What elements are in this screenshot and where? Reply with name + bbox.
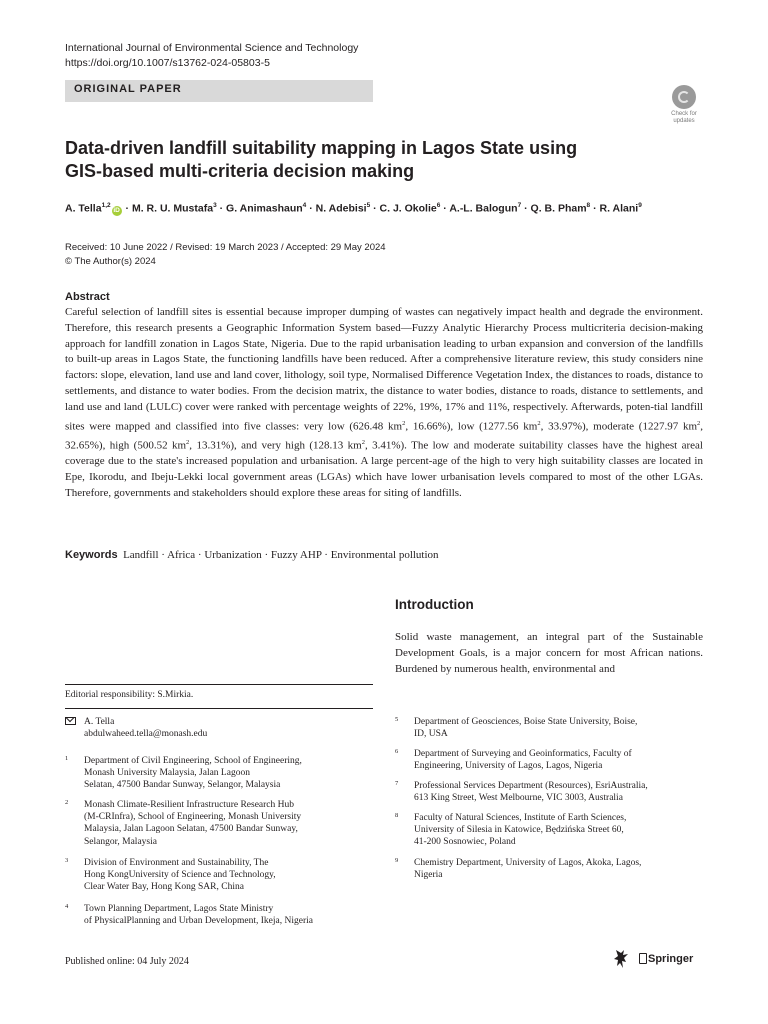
affiliation-9 bbox=[395, 857, 715, 885]
affiliation-line: Professional Services Department (Resources), EsriAustralia, bbox=[414, 781, 648, 791]
author-affil: 5 bbox=[366, 202, 371, 209]
journal-header bbox=[65, 41, 358, 71]
abstract-part: , 33.97%), moderate (1227.97 km bbox=[540, 420, 698, 433]
author-name: N. Adebisi bbox=[315, 202, 367, 215]
author-separator: · bbox=[590, 202, 600, 215]
author-name: Q. B. Pham bbox=[530, 202, 587, 215]
author-name: M. R. U. Mustafa bbox=[131, 202, 214, 215]
journal-name: International Journal of Environmental Science and Technology bbox=[65, 42, 359, 54]
springer-horse-icon bbox=[612, 948, 632, 970]
affiliation-line: Malaysia, Jalan Lagoon Selatan, 47500 Bandar Sunway, bbox=[84, 824, 298, 835]
affiliation-line: ID, USA bbox=[414, 729, 448, 740]
affiliation-number: 3 bbox=[65, 857, 69, 864]
abstract-heading: Abstract bbox=[65, 291, 110, 303]
author-name: R. Alani bbox=[599, 202, 639, 215]
abstract-text bbox=[65, 305, 703, 502]
author-affil: 3 bbox=[213, 202, 217, 209]
author-separator: · bbox=[370, 202, 380, 215]
affiliation-line: of PhysicalPlanning and Urban Development, Ikeja, Nigeria bbox=[84, 916, 313, 927]
affiliation-line: Department of Geosciences, Boise State University, Boise, bbox=[414, 717, 638, 727]
author-affil: 1,2 bbox=[101, 202, 111, 209]
affiliation-1 bbox=[65, 755, 385, 795]
affiliation-line: Selatan, 47500 Bandar Sunway, Selangor, Malaysia bbox=[84, 780, 281, 791]
affiliation-line: Monash Climate-Resilient Infrastructure Research Hub bbox=[84, 800, 294, 810]
check-line-1: Check for bbox=[671, 111, 697, 117]
author-list bbox=[65, 202, 745, 216]
author-name: C. J. Okolie bbox=[379, 202, 437, 215]
author-name: A.-L. Balogun bbox=[449, 202, 518, 215]
paper-title bbox=[65, 137, 665, 183]
affiliation-2 bbox=[65, 799, 385, 851]
affiliation-number: 2 bbox=[65, 799, 69, 806]
keywords-label: Keywords bbox=[65, 549, 118, 561]
affiliation-line: Selangor, Malaysia bbox=[84, 836, 157, 847]
affiliation-number: 1 bbox=[65, 755, 69, 762]
correspondence bbox=[65, 716, 373, 742]
article-type-label: ORIGINAL PAPER bbox=[74, 83, 182, 95]
author-affil: 9 bbox=[638, 202, 642, 209]
abstract-part: Careful selection of landfill sites is essential because improper dumping of wastes can negatively impact health and degrade the environment. Therefore, this research presents a Geographic Information System based—Fuzzy Analytic Hierarchy Process multicriteria decision-making approach for landfill zonation in Lagos State, Nigeria. Due to the rapid urbanisation leading to urban expansion and conversion of the landfills to built-up areas in Lagos State, the functioning landfills have been reduced. After a comprehensive literature review, this study considers nine factors: slope, elevation, land use and land cover, lithology, soil type, Normalised Difference Vegetation Index, the distances to roads, distance to settlements, and distance to water bodies. From the decision matrix, the distance to water bodies, distance to roads, distance to settlements, and land use and land (LULC) cover were ranked with percentage weights of 22%, 19%, 17% and 11%, respectively. Afterwards, poten-tial landfill sites were mapped and classified into five classes: very low (626.48 km bbox=[65, 306, 703, 433]
affiliation-line: Hong KongUniversity of Science and Technology, bbox=[84, 870, 276, 881]
copyright-notice: © The Author(s) 2024 bbox=[65, 256, 156, 267]
author-affil: 8 bbox=[586, 202, 591, 209]
affiliation-line: 41-200 Sosnowiec, Poland bbox=[414, 837, 516, 848]
abstract-part: , 3.41%). The low and moderate suitability classes have the highest areal coverage due to the state's increased population and urbanisation. A large percent-age of the high to very high suitability classes are located in Epe, Ikorodu, and Ibeju-Lekki local government areas (LGAs) which have lower urbanisation levels compared to most of the other LGAs. Therefore, governments and stakeholders should explore these areas for siting of landfills. bbox=[65, 439, 703, 500]
author-separator: · bbox=[122, 202, 132, 215]
abstract-part: , 16.66%), low (1277.56 km bbox=[405, 420, 538, 433]
keywords bbox=[65, 549, 439, 561]
author-separator: · bbox=[521, 202, 531, 215]
affiliation-line: Engineering, University of Lagos, Lagos, Nigeria bbox=[414, 761, 603, 772]
envelope-icon bbox=[65, 717, 76, 725]
history-dates: Received: 10 June 2022 / Revised: 19 March 2023 / Accepted: 29 May 2024 bbox=[65, 242, 386, 253]
keywords-list: Landfill · Africa · Urbanization · Fuzzy AHP · Environmental pollution bbox=[123, 549, 439, 561]
affiliation-line: Department of Surveying and Geoinformatics, Faculty of bbox=[414, 749, 632, 759]
introduction-heading: Introduction bbox=[395, 597, 474, 612]
springer-logo bbox=[610, 948, 710, 972]
superscript: 2 bbox=[361, 439, 365, 447]
affiliation-line: Faculty of Natural Sciences, Institute of Earth Sciences, bbox=[414, 813, 627, 823]
corresponding-author: A. Tella bbox=[84, 717, 115, 727]
author-name: G. Animashaun bbox=[226, 202, 303, 215]
author-affil: 4 bbox=[302, 202, 307, 209]
affiliation-line: Monash University Malaysia, Jalan Lagoon bbox=[84, 768, 250, 779]
introduction-text: Solid waste management, an integral part of the Sustainable Development Goals, is a major concern for most African nations. Burdened by numerous health, environmental and bbox=[395, 631, 703, 675]
affiliation-number: 9 bbox=[395, 857, 399, 864]
doi-link[interactable]: https://doi.org/10.1007/s13762-024-05803-5 bbox=[65, 57, 270, 69]
superscript: 2 bbox=[697, 419, 701, 427]
abstract-part: , 32.65%), high (500.52 km bbox=[65, 420, 704, 452]
title-line-2: GIS-based multi-criteria decision making bbox=[65, 161, 415, 181]
affiliation-number: 7 bbox=[395, 780, 399, 787]
affiliation-line: (M-CRInfra), School of Engineering, Monash University bbox=[84, 812, 302, 823]
affiliation-line: University of Silesia in Katowice, Będzińska Street 60, bbox=[414, 825, 624, 836]
superscript: 2 bbox=[186, 439, 190, 447]
superscript: 2 bbox=[537, 419, 541, 427]
footnote-rule bbox=[65, 684, 373, 685]
author-separator: · bbox=[440, 202, 450, 215]
article-type-banner bbox=[65, 80, 373, 102]
article-history bbox=[65, 241, 386, 269]
affiliation-line: Division of Environment and Sustainability, The bbox=[84, 858, 269, 868]
published-date: Published online: 04 July 2024 bbox=[65, 956, 189, 967]
author-affil: 6 bbox=[436, 202, 441, 209]
affiliation-7 bbox=[395, 780, 715, 808]
book-icon bbox=[639, 953, 647, 964]
affiliation-4 bbox=[65, 903, 385, 931]
affiliation-number: 6 bbox=[395, 748, 399, 755]
affiliation-number: 5 bbox=[395, 716, 399, 723]
springer-wordmark: Springer bbox=[648, 953, 694, 965]
affiliation-6 bbox=[395, 748, 715, 776]
affiliation-line: Nigeria bbox=[414, 870, 443, 881]
footnote-rule-2 bbox=[65, 708, 373, 709]
superscript: 2 bbox=[402, 419, 406, 427]
author-affil: 7 bbox=[517, 202, 522, 209]
check-for-updates-badge[interactable] bbox=[664, 85, 704, 125]
author-separator: · bbox=[216, 202, 227, 215]
title-line-1: Data-driven landfill suitability mapping in Lagos State using bbox=[65, 138, 578, 158]
author-separator: · bbox=[306, 202, 316, 215]
affiliation-line: Town Planning Department, Lagos State Ministry bbox=[84, 904, 274, 914]
affiliation-line: 613 King Street, West Melbourne, VIC 3003, Australia bbox=[414, 793, 623, 804]
editorial-responsibility: Editorial responsibility: S.Mirkia. bbox=[65, 690, 194, 700]
affiliation-number: 4 bbox=[65, 903, 69, 910]
author-name: A. Tella bbox=[65, 202, 102, 215]
affiliation-line: Department of Civil Engineering, School of Engineering, bbox=[84, 756, 302, 766]
affiliation-line: Chemistry Department, University of Lagos, Akoka, Lagos, bbox=[414, 858, 642, 868]
affiliation-8 bbox=[395, 812, 715, 852]
affiliation-number: 8 bbox=[395, 812, 399, 819]
corresponding-email[interactable]: abdulwaheed.tella@monash.edu bbox=[84, 729, 208, 740]
check-line-2: updates bbox=[673, 117, 695, 124]
affiliation-3 bbox=[65, 857, 385, 897]
orcid-icon[interactable]: iD bbox=[113, 206, 120, 214]
crossmark-icon bbox=[672, 85, 696, 109]
abstract-part: , 13.31%), and very high (128.13 km bbox=[189, 439, 362, 452]
affiliation-line: Clear Water Bay, Hong Kong SAR, China bbox=[84, 882, 244, 893]
affiliation-5 bbox=[395, 716, 715, 744]
